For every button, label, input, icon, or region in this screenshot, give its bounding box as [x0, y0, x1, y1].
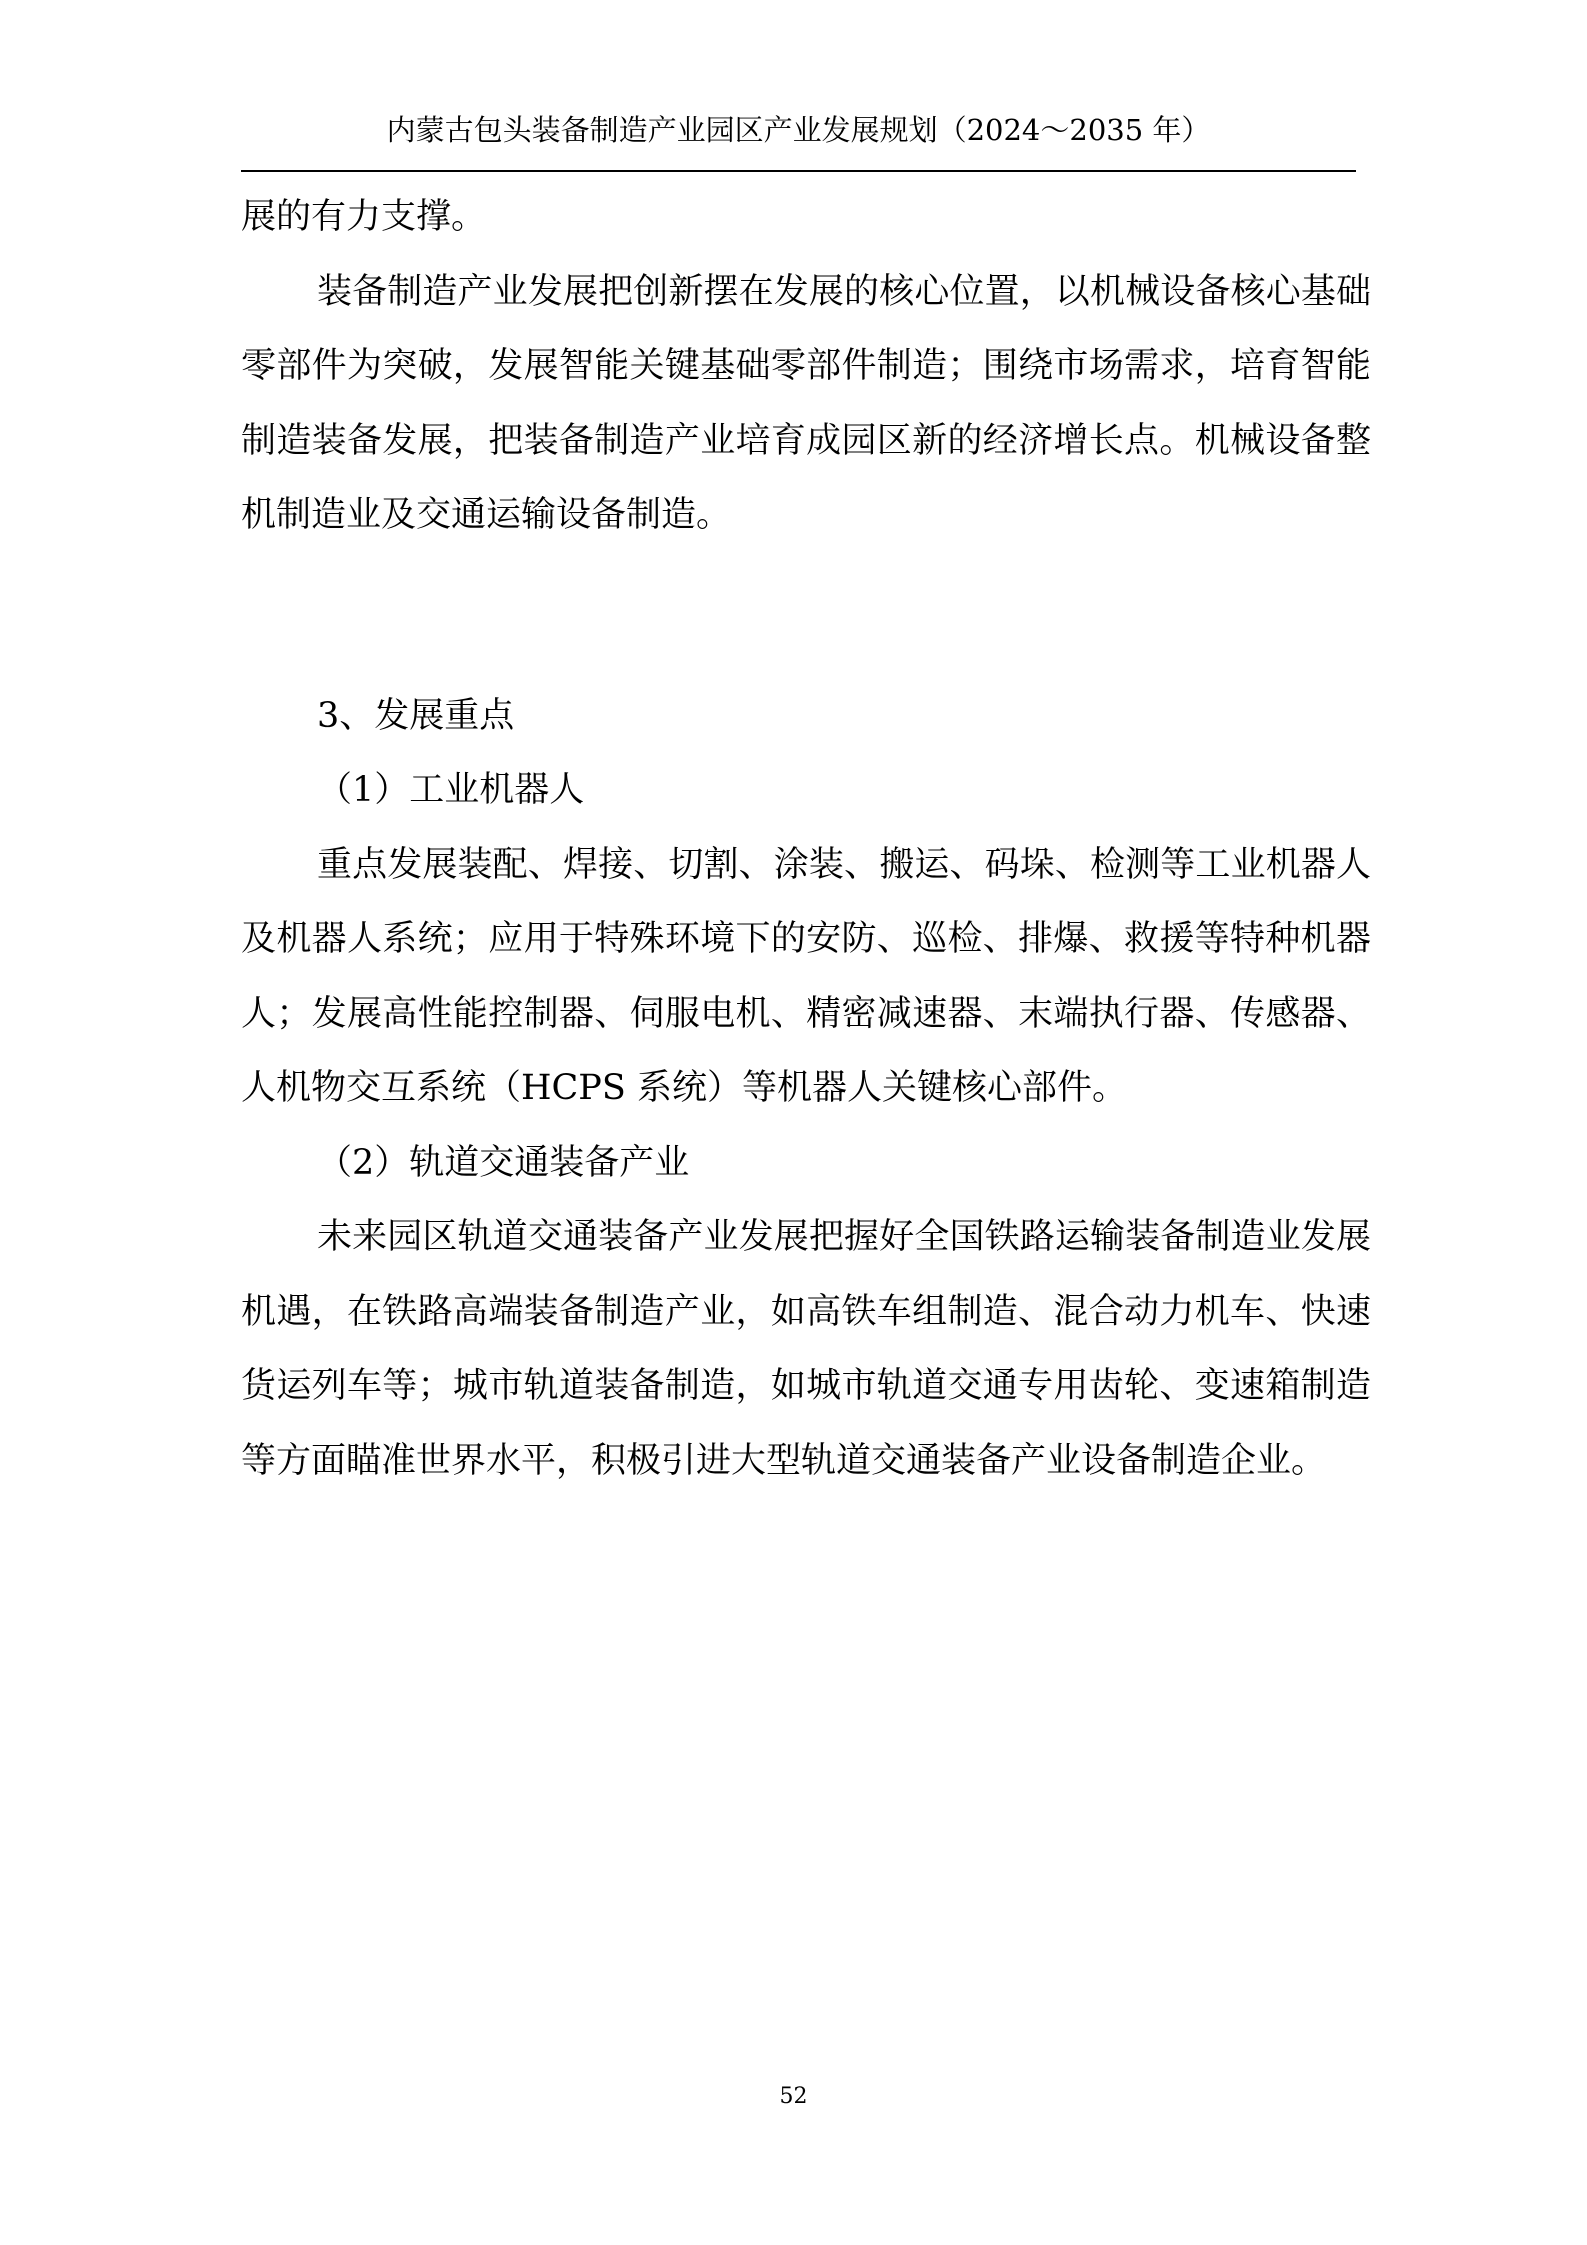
paragraph-intro: 装备制造产业发展把创新摆在发展的核心位置，以机械设备核心基础零部件为突破，发展智能关键基础零部件制造；围绕市场需求，培育智能制造装备发展，把装备制造产业培育成园区新的经济增长点。机械设备整机制造业及交通运输设备制造。 [241, 271, 1371, 535]
running-header: 内蒙古包头装备制造产业园区产业发展规划（2024～2035 年） [386, 113, 1211, 147]
page-number: 52 [779, 2084, 808, 2109]
section-heading: 3、发展重点 [317, 695, 515, 736]
header-rule [241, 170, 1356, 172]
paragraph-continuation: 展的有力支撑。 [241, 197, 487, 237]
subsection-heading-rail: （2）轨道交通装备产业 [317, 1142, 690, 1183]
page-body [241, 180, 1371, 1498]
paragraph-rail: 未来园区轨道交通装备产业发展把握好全国铁路运输装备制造业发展机遇，在铁路高端装备制造产业，如高铁车组制造、混合动力机车、快速货运列车等；城市轨道装备制造，如城市轨道交通专用齿轮、变速箱制造等方面瞄准世界水平，积极引进大型轨道交通装备产业设备制造企业。 [241, 1217, 1371, 1481]
subsection-heading-robots: （1）工业机器人 [317, 770, 585, 810]
paragraph-robots: 重点发展装配、焊接、切割、涂装、搬运、码垛、检测等工业机器人及机器人系统；应用于特殊环境下的安防、巡检、排爆、救援等特种机器人；发展高性能控制器、伺服电机、精密减速器、末端执行器、传感器、人机物交互系统（HCPS 系统）等机器人关键核心部件。 [241, 844, 1371, 1108]
section-gap [241, 553, 1371, 679]
